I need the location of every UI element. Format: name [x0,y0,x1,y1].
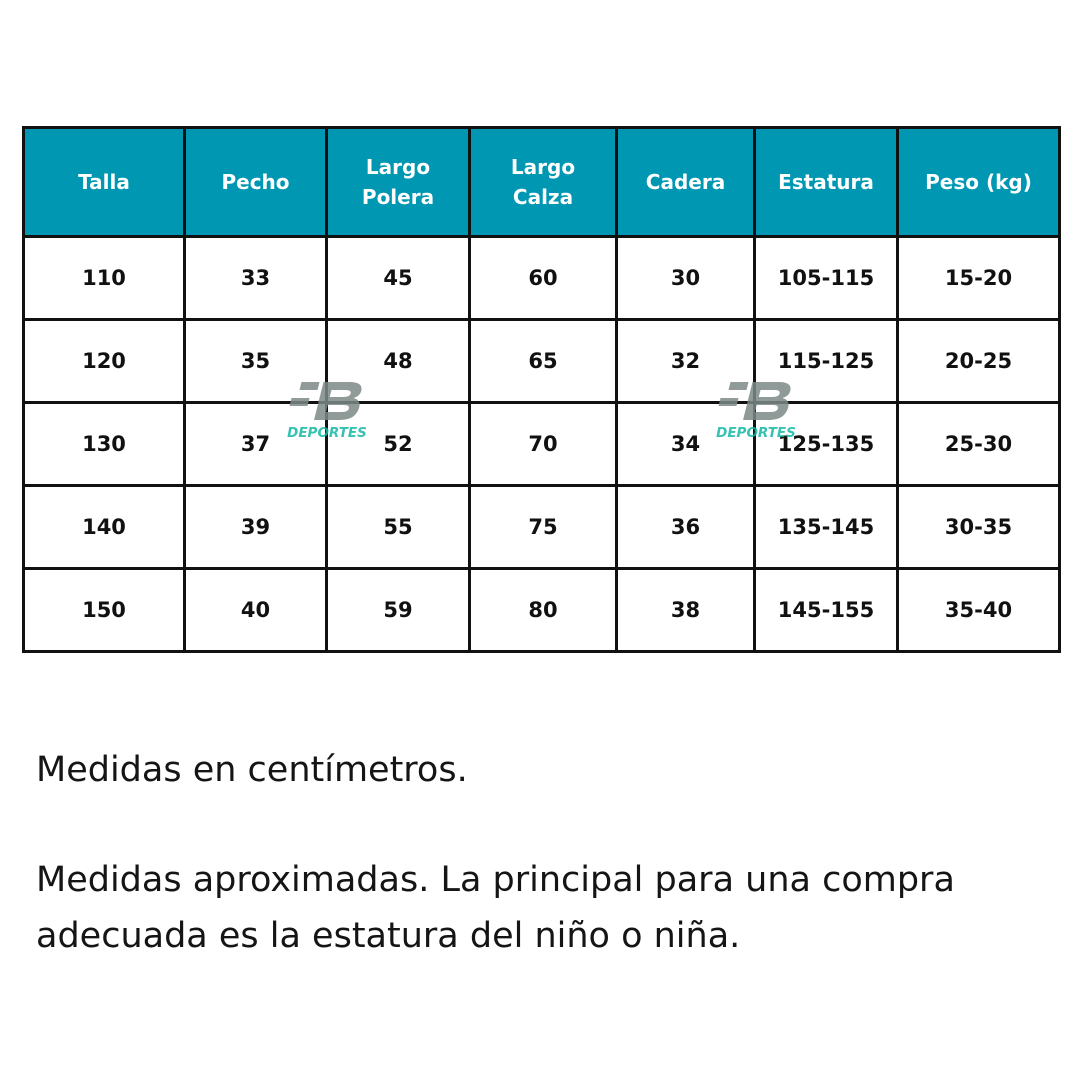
table-cell: 33 [185,237,327,320]
table-cell: 39 [185,486,327,569]
table-cell: 65 [470,320,617,403]
table-cell: 135-145 [755,486,898,569]
size-chart-body [24,237,1060,652]
header-row [24,128,1060,237]
header-cell-peso: Peso (kg) [898,128,1060,237]
header-cell-estatura: Estatura [755,128,898,237]
watermark-text: DEPORTES [287,425,367,440]
table-cell: 59 [327,569,470,652]
table-cell: 32 [617,320,755,403]
table-cell: 80 [470,569,617,652]
table-cell: 30 [617,237,755,320]
table-cell: 75 [470,486,617,569]
table-cell: 36 [617,486,755,569]
table-cell: 20-25 [898,320,1060,403]
table-row [24,486,1060,569]
watermark-text: DEPORTES [716,425,796,440]
table-row [24,569,1060,652]
table-row [24,237,1060,320]
table-cell: 25-30 [898,403,1060,486]
table-cell: 70 [470,403,617,486]
header-cell-largo-polera: Largo Polera [327,128,470,237]
table-cell: 38 [617,569,755,652]
table-cell: 34 [617,403,755,486]
header-cell-pecho: Pecho [185,128,327,237]
table-cell: 45 [327,237,470,320]
table-cell: 37 [185,403,327,486]
units-note: Medidas en centímetros. [36,750,468,790]
table-cell: 145-155 [755,569,898,652]
table-cell: 60 [470,237,617,320]
table-cell: 150 [24,569,185,652]
table-cell: 52 [327,403,470,486]
size-chart-table [22,126,1061,653]
table-cell: 35 [185,320,327,403]
disclaimer-note: Medidas aproximadas. La principal para una compra adecuada es la estatura del niño o niña. [36,860,955,956]
table-cell: 115-125 [755,320,898,403]
table-cell: 105-115 [755,237,898,320]
table-cell: 48 [327,320,470,403]
table-cell: 125-135 [755,403,898,486]
header-cell-largo-calza: Largo Calza [470,128,617,237]
table-cell: 30-35 [898,486,1060,569]
table-cell: 15-20 [898,237,1060,320]
size-notes [36,742,1046,964]
table-row [24,320,1060,403]
table-cell: 140 [24,486,185,569]
table-cell: 120 [24,320,185,403]
table-cell: 110 [24,237,185,320]
table-cell: 55 [327,486,470,569]
header-cell-cadera: Cadera [617,128,755,237]
table-row [24,403,1060,486]
table-cell: 130 [24,403,185,486]
table-cell: 40 [185,569,327,652]
table-cell: 35-40 [898,569,1060,652]
header-cell-talla: Talla [24,128,185,237]
size-chart-header [24,128,1060,237]
